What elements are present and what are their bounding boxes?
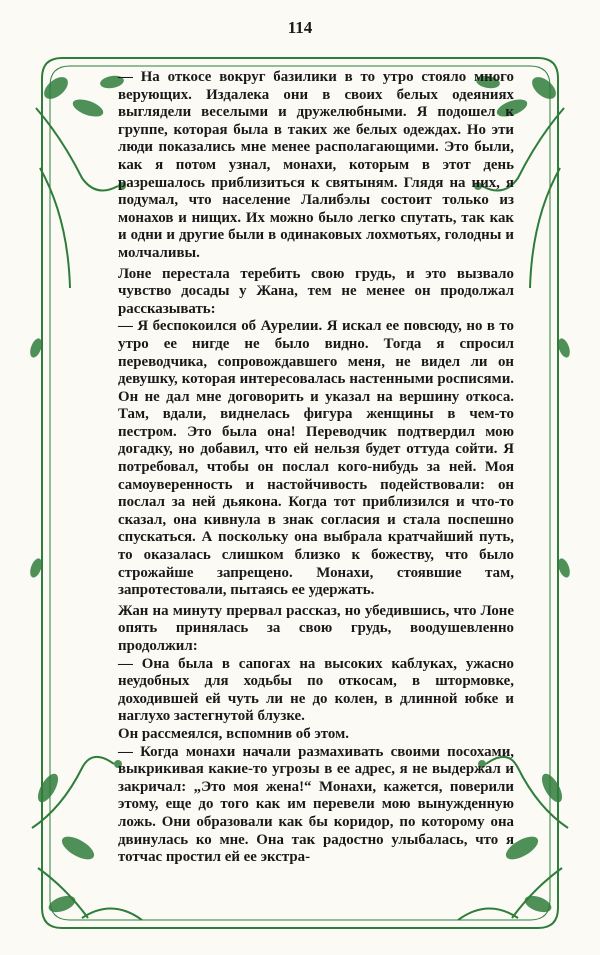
paragraph: Лоне перестала теребить свою грудь, и это вызвало чувство досады у Жана, тем не менее он продолжал рассказывать: [118,265,514,317]
paragraph: Жан на минуту прервал рассказ, но убедившись, что Лоне опять принялась за свою грудь, воодушевленно продолжил: [118,602,514,654]
body-text [118,69,514,867]
page-number: 114 [287,18,313,37]
paragraph: — Она была в сапогах на высоких каблуках, ужасно неудобных для ходьбы по откосам, в штормовке, доходившей ей чуть ли не до колен, в длинной юбке и наглухо застегнутой блузке. [118,655,514,725]
paragraph: — Когда монахи начали размахивать своими посохами, выкрикивая какие-то угрозы в ее адрес, я не выдержал и закричал: „Это моя жена!“ Монахи, кажется, поверили этому, еще до того как им перевели мою вынужденную ложь. Они образовали как бы коридор, по которому она двинулась ко мне. Она так радостно улыбалась, что я тотчас простил ей ее экстра- [118,743,514,866]
paragraph: — Я беспокоился об Аурелии. Я искал ее повсюду, но в то утро ее нигде не было видно. Тогда я спросил переводчика, сопровождавшего меня, не видел ли он девушку, которая интересовалась настенными росписями. Он не дал мне договорить и указал на вершину откоса. Там, вдали, виднелась фигура женщины в чем-то пестром. Это была она! Переводчик подтвердил мою догадку, но добавил, что ей нельзя будет оттуда сойти. Я потребовал, чтобы он послал кого-нибудь за ней. Моя самоуверенность и настойчивость подействовали: он послал за ней дьякона. Когда тот приблизился и что-то сказал, она кивнула в знак согласия и стала поспешно спускаться. А поскольку она выбрала кратчайший путь, то оказалась слишком близко к божеству, что было строжайше запрещено. Монахи, стоявшие там, запротестовали, пытаясь ее удержать. [118,318,514,599]
paragraph: — На откосе вокруг базилики в то утро стояло много верующих. Издалека они в своих белых одеяниях выглядели веселыми и дружелюбными. Я подошел к группе, которая была в таких же белых одеждах. Но эти люди показались мне менее располагающими. Это были, как я потом узнал, монахи, которым в этот день разрешалось приблизиться к святыням. Глядя на них, я подумал, что население Лалибэлы состоит только из монахов и нищих. Их можно было легко спутать, так как и одни и другие были в одинаковых лохмотьях, голодны и молчаливы. [118,69,514,261]
paragraph: Он рассмеялся, вспомнив об этом. [118,725,349,742]
